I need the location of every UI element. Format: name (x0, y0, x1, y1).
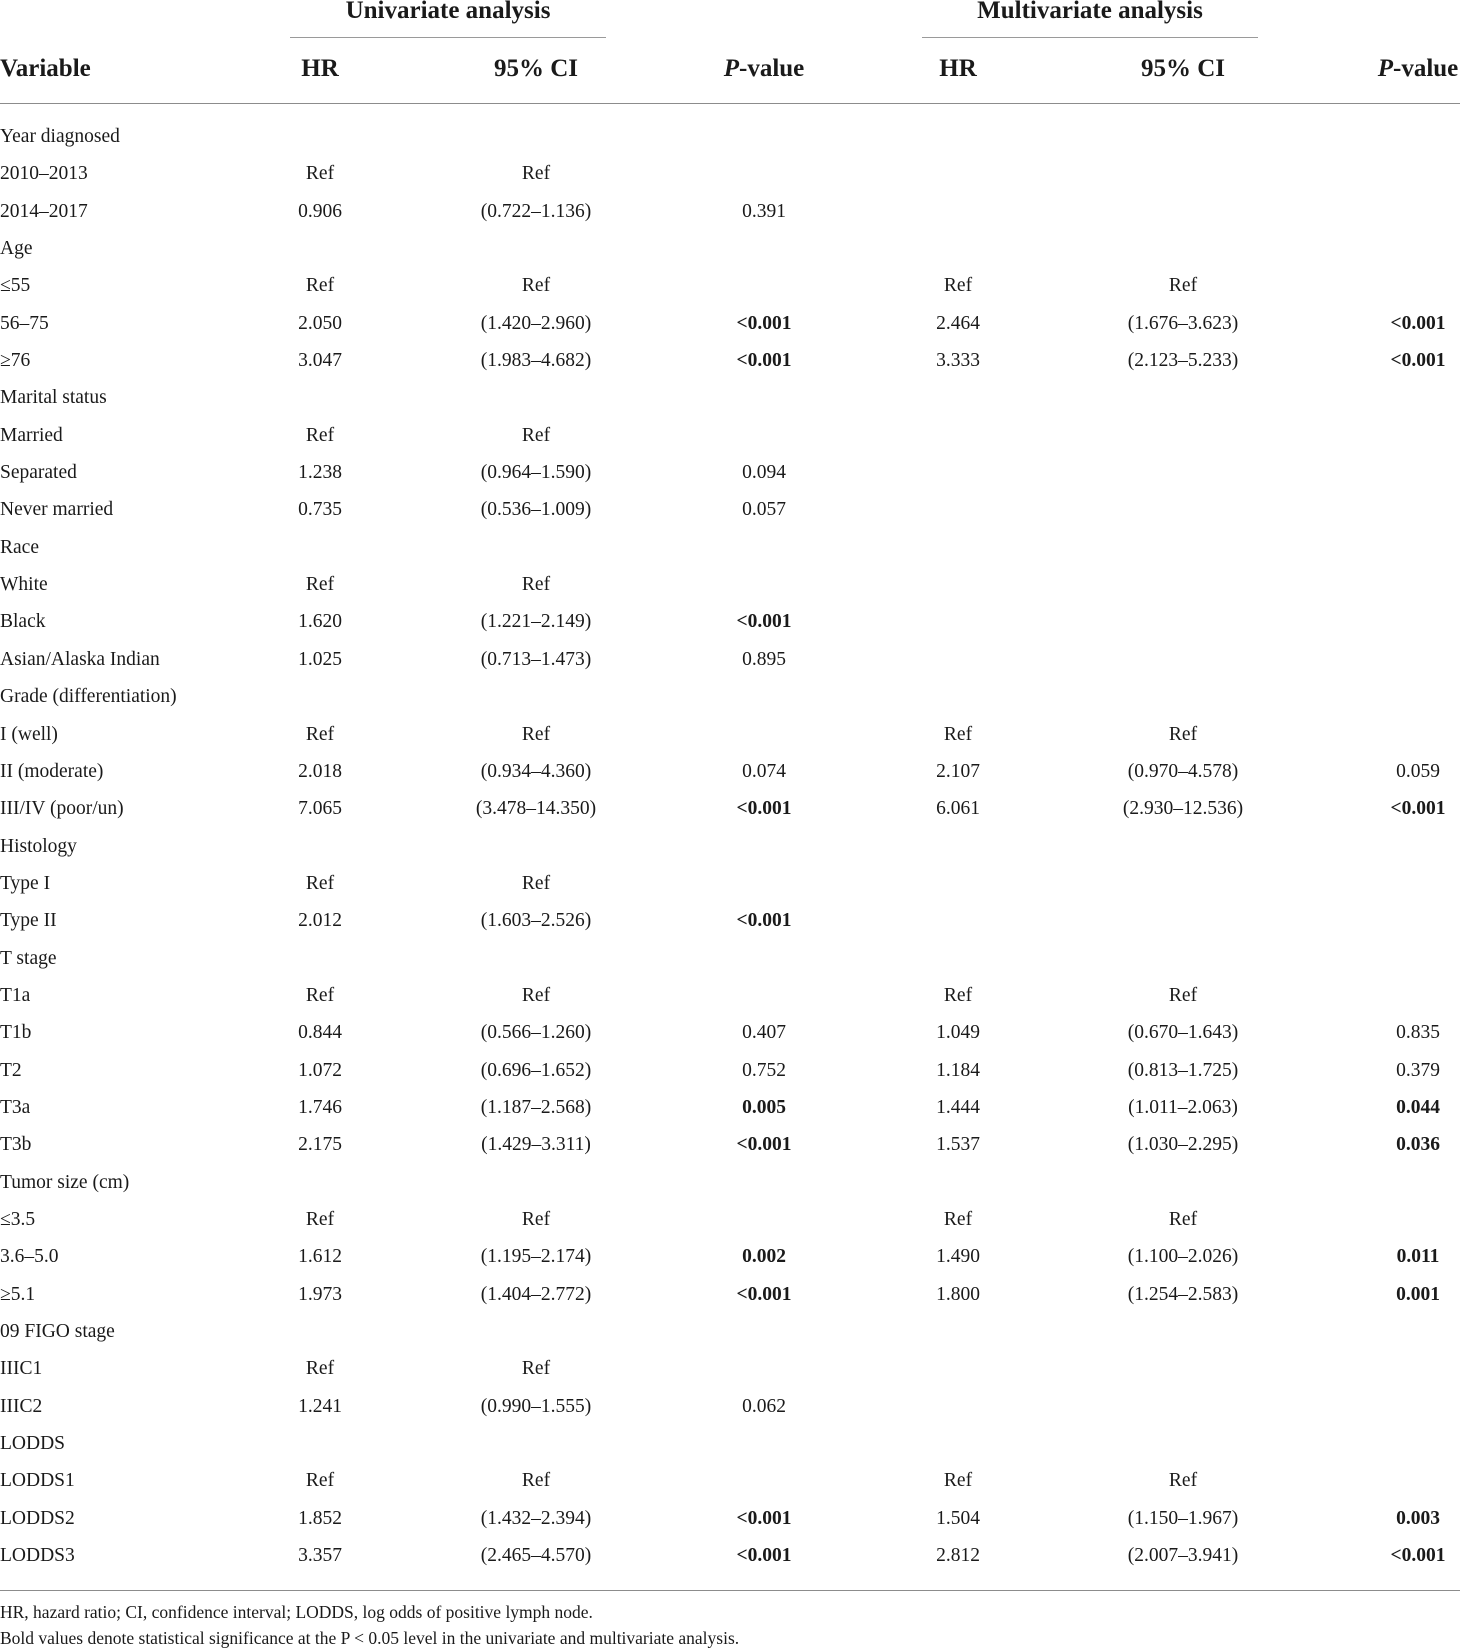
cell-hr-multivariate: Ref (943, 984, 973, 1006)
group-header-univariate: Univariate analysis (345, 0, 551, 24)
cell-p-univariate: 0.752 (742, 1059, 786, 1081)
col-header-p-univariate (724, 52, 805, 86)
cell-variable: Race (0, 536, 39, 558)
table-row (0, 1089, 1460, 1126)
col-header-hr-univariate: HR (301, 55, 339, 82)
col-header-hr-multivariate: HR (939, 55, 977, 82)
table-row (0, 828, 1460, 865)
table-row (0, 603, 1460, 640)
cell-ci-univariate: Ref (521, 1208, 551, 1230)
cell-ci-univariate: (1.221–2.149) (480, 611, 592, 633)
cell-p-univariate: <0.001 (736, 1283, 792, 1305)
group-underline-multivariate (922, 37, 1258, 38)
col-header-p-rest: -value (739, 55, 805, 82)
table-row (0, 230, 1460, 267)
cell-variable: Tumor size (cm) (0, 1171, 130, 1193)
cell-ci-univariate: Ref (521, 424, 551, 446)
cell-p-univariate: 0.074 (742, 760, 786, 782)
table-row (0, 1164, 1460, 1201)
table-row (0, 1462, 1460, 1499)
cell-ci-univariate: Ref (521, 984, 551, 1006)
table-row (0, 1537, 1460, 1574)
table-row (0, 790, 1460, 827)
table-row (0, 678, 1460, 715)
cell-hr-multivariate: Ref (943, 275, 973, 297)
cell-hr-multivariate: 2.464 (936, 312, 980, 334)
cell-hr-univariate: 3.357 (298, 1545, 342, 1567)
cell-p-multivariate: 0.044 (1396, 1096, 1440, 1118)
table-row (0, 1350, 1460, 1387)
cell-p-univariate: 0.057 (742, 499, 786, 521)
cell-hr-univariate: 1.238 (298, 462, 342, 484)
table-row (0, 267, 1460, 304)
cell-ci-univariate: (2.465–4.570) (480, 1545, 592, 1567)
cell-ci-univariate: (0.713–1.473) (480, 648, 592, 670)
cell-hr-univariate: 1.973 (298, 1283, 342, 1305)
cell-hr-multivariate: Ref (943, 1208, 973, 1230)
cell-hr-univariate: 0.844 (298, 1022, 342, 1044)
cell-variable: T3a (0, 1096, 31, 1118)
cell-p-univariate: <0.001 (736, 1134, 792, 1156)
cell-p-univariate: 0.062 (742, 1395, 786, 1417)
table-row (0, 305, 1460, 342)
cell-hr-univariate: 2.018 (298, 760, 342, 782)
cell-ci-multivariate: (1.254–2.583) (1127, 1283, 1239, 1305)
cell-ci-univariate: (0.566–1.260) (480, 1022, 592, 1044)
cell-variable: LODDS2 (0, 1507, 75, 1529)
cell-variable: Type II (0, 910, 57, 932)
cell-variable: Married (0, 424, 63, 446)
table-row (0, 118, 1460, 155)
cell-variable: Separated (0, 462, 77, 484)
cell-ci-univariate: Ref (521, 872, 551, 894)
col-header-variable: Variable (0, 55, 91, 82)
cell-variable: Histology (0, 835, 77, 857)
cell-variable: Marital status (0, 387, 107, 409)
cell-hr-univariate: Ref (305, 1358, 335, 1380)
col-header-p-rest: -value (1393, 55, 1459, 82)
table-row (0, 491, 1460, 528)
cell-variable: I (well) (0, 723, 58, 745)
cell-variable: T3b (0, 1134, 32, 1156)
cell-variable: ≥5.1 (0, 1283, 36, 1305)
cell-p-univariate: <0.001 (736, 798, 792, 820)
bottom-rule (0, 1590, 1460, 1591)
table-row (0, 1201, 1460, 1238)
cell-variable: White (0, 574, 48, 596)
cell-ci-multivariate: (2.123–5.233) (1127, 350, 1239, 372)
table-row (0, 902, 1460, 939)
cell-hr-univariate: Ref (305, 424, 335, 446)
table-row (0, 1313, 1460, 1350)
cell-ci-multivariate: (0.670–1.643) (1127, 1022, 1239, 1044)
col-header-p-italic: P (1377, 55, 1393, 82)
table-row (0, 155, 1460, 192)
cell-ci-multivariate: (2.930–12.536) (1122, 798, 1244, 820)
cell-hr-multivariate: 6.061 (936, 798, 980, 820)
cell-variable: ≤55 (0, 275, 31, 297)
cell-hr-univariate: Ref (305, 163, 335, 185)
cell-ci-univariate: (1.187–2.568) (480, 1096, 592, 1118)
cell-variable: Age (0, 238, 33, 260)
cell-variable: IIIC1 (0, 1358, 43, 1380)
cell-variable: 2014–2017 (0, 200, 88, 222)
cell-p-multivariate: <0.001 (1390, 312, 1446, 334)
cell-p-multivariate: 0.001 (1396, 1283, 1440, 1305)
cell-ci-univariate: Ref (521, 574, 551, 596)
cell-p-univariate: <0.001 (736, 350, 792, 372)
table-row (0, 1425, 1460, 1462)
cell-variable: LODDS3 (0, 1545, 75, 1567)
cell-ci-multivariate: (1.100–2.026) (1127, 1246, 1239, 1268)
table-row (0, 865, 1460, 902)
cell-ci-univariate: Ref (521, 163, 551, 185)
table-row (0, 1014, 1460, 1051)
table-row (0, 1238, 1460, 1275)
cell-ci-multivariate: (0.813–1.725) (1127, 1059, 1239, 1081)
cell-variable: Black (0, 611, 46, 633)
table-row (0, 1388, 1460, 1425)
cell-variable: ≤3.5 (0, 1208, 36, 1230)
cell-ci-univariate: (0.964–1.590) (480, 462, 592, 484)
cell-ci-univariate: (0.990–1.555) (480, 1395, 592, 1417)
cell-variable: T stage (0, 947, 57, 969)
cell-ci-multivariate: (2.007–3.941) (1127, 1545, 1239, 1567)
cell-ci-univariate: (1.404–2.772) (480, 1283, 592, 1305)
cell-hr-multivariate: Ref (943, 1470, 973, 1492)
cell-p-multivariate: 0.011 (1396, 1246, 1440, 1268)
cell-hr-univariate: 0.735 (298, 499, 342, 521)
cell-variable: ≥76 (0, 350, 31, 372)
cell-hr-univariate: 3.047 (298, 350, 342, 372)
table-row (0, 454, 1460, 491)
table-row (0, 1126, 1460, 1163)
cell-p-univariate: 0.895 (742, 648, 786, 670)
cell-p-multivariate: 0.059 (1396, 760, 1440, 782)
table-row (0, 193, 1460, 230)
footnote-significance: Bold values denote statistical significance at the P < 0.05 level in the univariate and multivariate analysis. (0, 1628, 740, 1648)
cell-hr-univariate: 7.065 (298, 798, 342, 820)
table-row (0, 716, 1460, 753)
col-header-p-italic: P (723, 55, 739, 82)
cell-variable: 56–75 (0, 312, 49, 334)
cell-variable: II (moderate) (0, 760, 104, 782)
cell-ci-univariate: (0.934–4.360) (480, 760, 592, 782)
cell-hr-univariate: 2.012 (298, 910, 342, 932)
header-rule (0, 103, 1460, 104)
cell-ci-multivariate: Ref (1168, 984, 1198, 1006)
cell-variable: Type I (0, 872, 51, 894)
cell-hr-univariate: 1.241 (298, 1395, 342, 1417)
cell-ci-univariate: Ref (521, 1470, 551, 1492)
cell-p-univariate: 0.005 (742, 1096, 786, 1118)
col-header-ci-univariate: 95% CI (493, 55, 579, 82)
cell-hr-univariate: 1.025 (298, 648, 342, 670)
group-underline-univariate (290, 37, 606, 38)
cell-hr-univariate: 1.620 (298, 611, 342, 633)
cell-ci-univariate: (1.603–2.526) (480, 910, 592, 932)
cell-hr-multivariate: 1.490 (936, 1246, 980, 1268)
cell-hr-multivariate: 1.049 (936, 1022, 980, 1044)
cell-variable: Never married (0, 499, 114, 521)
cell-hr-multivariate: 3.333 (936, 350, 980, 372)
cell-hr-univariate: Ref (305, 872, 335, 894)
cell-hr-univariate: 0.906 (298, 200, 342, 222)
cell-ci-univariate: Ref (521, 275, 551, 297)
cell-variable: Grade (differentiation) (0, 686, 177, 708)
cell-hr-univariate: 1.612 (298, 1246, 342, 1268)
cell-ci-univariate: (1.983–4.682) (480, 350, 592, 372)
cell-variable: LODDS1 (0, 1470, 75, 1492)
cell-variable: 09 FIGO stage (0, 1321, 115, 1342)
cell-variable: T1a (0, 984, 31, 1006)
footnote-abbreviations: HR, hazard ratio; CI, confidence interval; LODDS, log odds of positive lymph node. (0, 1602, 593, 1622)
cell-hr-univariate: 1.072 (298, 1059, 342, 1081)
cell-ci-multivariate: Ref (1168, 1470, 1198, 1492)
cell-hr-univariate: Ref (305, 1208, 335, 1230)
table-body (0, 118, 1460, 1574)
cell-ci-multivariate: (1.150–1.967) (1127, 1507, 1239, 1529)
cell-hr-multivariate: 1.504 (936, 1507, 980, 1529)
table-row (0, 641, 1460, 678)
cell-hr-multivariate: 2.107 (936, 760, 980, 782)
cell-variable: LODDS (0, 1433, 66, 1455)
cell-ci-univariate: (0.722–1.136) (480, 200, 592, 222)
col-header-p-multivariate (1378, 52, 1459, 86)
cell-p-univariate: <0.001 (736, 312, 792, 334)
cell-hr-multivariate: 1.444 (936, 1096, 980, 1118)
cell-hr-univariate: Ref (305, 723, 335, 745)
table-row (0, 1500, 1460, 1537)
cell-p-univariate: <0.001 (736, 910, 792, 932)
cell-p-multivariate: <0.001 (1390, 1545, 1446, 1567)
cell-ci-multivariate: Ref (1168, 723, 1198, 745)
cell-hr-univariate: 2.175 (298, 1134, 342, 1156)
cell-ci-univariate: (1.429–3.311) (481, 1134, 591, 1156)
cell-ci-multivariate: (1.011–2.063) (1128, 1096, 1238, 1118)
cell-ci-multivariate: (0.970–4.578) (1127, 760, 1239, 782)
cell-p-multivariate: 0.036 (1396, 1134, 1440, 1156)
cell-p-univariate: 0.002 (742, 1246, 786, 1268)
table-row (0, 417, 1460, 454)
cell-hr-univariate: 1.746 (298, 1096, 342, 1118)
cell-ci-multivariate: (1.030–2.295) (1127, 1134, 1239, 1156)
table-row (0, 753, 1460, 790)
cell-hr-univariate: Ref (305, 275, 335, 297)
table-row (0, 977, 1460, 1014)
cell-ci-univariate: Ref (521, 1358, 551, 1380)
cell-hr-multivariate: 1.537 (936, 1134, 980, 1156)
cell-p-univariate: 0.391 (742, 200, 786, 222)
cell-ci-univariate: (0.696–1.652) (480, 1059, 592, 1081)
cell-hr-multivariate: 2.812 (936, 1545, 980, 1567)
cell-ci-univariate: (3.478–14.350) (475, 798, 597, 820)
cell-hr-univariate: Ref (305, 574, 335, 596)
cell-hr-univariate: Ref (305, 1470, 335, 1492)
table-row (0, 1276, 1460, 1313)
cell-p-multivariate: 0.835 (1396, 1022, 1440, 1044)
cell-hr-multivariate: Ref (943, 723, 973, 745)
cell-hr-multivariate: 1.184 (936, 1059, 980, 1081)
cell-ci-multivariate: Ref (1168, 275, 1198, 297)
col-header-ci-multivariate: 95% CI (1140, 55, 1226, 82)
cell-ci-univariate: (1.195–2.174) (480, 1246, 592, 1268)
cell-variable: 2010–2013 (0, 163, 88, 185)
group-header-multivariate: Multivariate analysis (977, 0, 1203, 24)
cell-ci-multivariate: Ref (1168, 1208, 1198, 1230)
cell-ci-univariate: Ref (521, 723, 551, 745)
table-row (0, 566, 1460, 603)
cell-p-univariate: 0.094 (742, 462, 786, 484)
cell-p-multivariate: <0.001 (1390, 798, 1446, 820)
table-row (0, 342, 1460, 379)
cell-variable: IIIC2 (0, 1395, 43, 1417)
table-row (0, 1052, 1460, 1089)
cell-hr-univariate: 1.852 (298, 1507, 342, 1529)
cell-p-univariate: <0.001 (736, 1545, 792, 1567)
cell-hr-multivariate: 1.800 (936, 1283, 980, 1305)
cell-hr-univariate: Ref (305, 984, 335, 1006)
cell-variable: T1b (0, 1022, 32, 1044)
cell-ci-univariate: (1.432–2.394) (480, 1507, 592, 1529)
cell-variable: T2 (0, 1059, 22, 1081)
table-row (0, 940, 1460, 977)
cell-variable: Year diagnosed (0, 126, 120, 147)
table-row (0, 379, 1460, 416)
cell-p-multivariate: 0.003 (1396, 1507, 1440, 1529)
cell-ci-multivariate: (1.676–3.623) (1127, 312, 1239, 334)
cell-p-univariate: <0.001 (736, 1507, 792, 1529)
cell-ci-univariate: (0.536–1.009) (480, 499, 592, 521)
cell-p-univariate: 0.407 (742, 1022, 786, 1044)
table-row (0, 529, 1460, 566)
cell-hr-univariate: 2.050 (298, 312, 342, 334)
cell-ci-univariate: (1.420–2.960) (480, 312, 592, 334)
cell-variable: III/IV (poor/un) (0, 798, 124, 820)
cell-variable: 3.6–5.0 (0, 1246, 59, 1268)
cell-p-univariate: <0.001 (736, 611, 792, 633)
cell-p-multivariate: <0.001 (1390, 350, 1446, 372)
cell-p-multivariate: 0.379 (1396, 1059, 1440, 1081)
cell-variable: Asian/Alaska Indian (0, 648, 160, 670)
